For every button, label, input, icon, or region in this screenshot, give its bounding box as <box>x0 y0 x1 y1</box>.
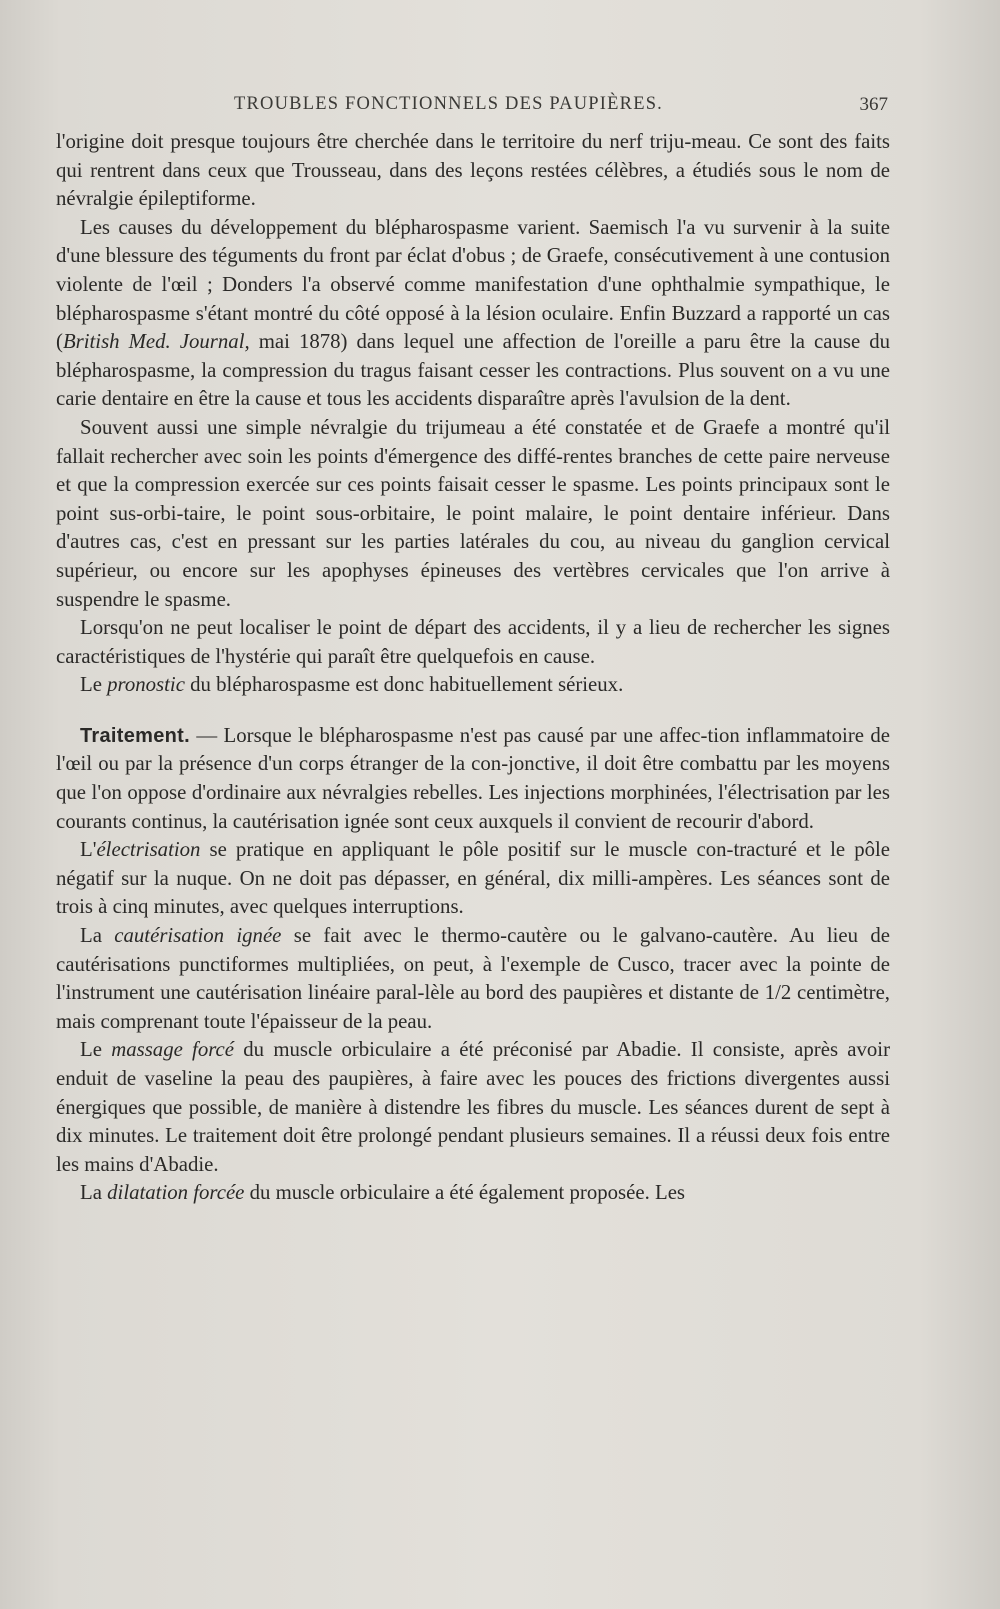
paragraph-8-text: se fait avec le thermo-cautère ou le galvano-cautère. Au lieu de cautérisations punctiformes multipliées, on peut, à l'exemple de Cusco, tracer avec la pointe de l'instrument une cautérisation linéaire paral-lèle au bord des paupières et distante de 1/2 centimètre, mais comprenant toute l'épaisseur de la peau. <box>56 924 891 1033</box>
running-title: TROUBLES FONCTIONNELS DES PAUPIÈRES. <box>234 94 664 114</box>
citation-british-med-journal: British Med. Journal, <box>62 330 250 354</box>
term-massage-force: massage forcé <box>111 1038 235 1062</box>
paragraph-5-text: du blépharospasme est donc habituellement sérieux. <box>190 673 624 697</box>
paragraph-2: Les causes du développement du blépharospasme varient. Saemisch l'a vu survenir à la suite d'une blessure des téguments du front par éclat d'obus ; de Graefe, consécutivement à une contusion violente de l'œil ; Donders l'a observé comme manifestation d'une ophthalmie sympathique, le blépharospasme s'étant montré du côté opposé à la lésion oculaire. Enfin Buzzard a rapporté un cas (British Med. Journal, mai 1878) dans lequel une affection de l'oreille a paru être la cause du blépharospasme, la compression du tragus faisant cesser les contractions. Plus souvent on a vu une carie dentaire en être la cause et tous les accidents disparaître après l'avulsion de la dent. <box>56 215 891 411</box>
term-pronostic: pronostic <box>107 673 185 697</box>
body-text <box>56 128 890 1208</box>
term-cauterisation-ignee: cautérisation ignée <box>114 924 282 948</box>
paragraph-7 <box>56 836 890 922</box>
paragraph-9-lead: Le <box>80 1038 102 1062</box>
page-header <box>56 94 888 124</box>
paragraph-10-lead: La <box>80 1181 102 1205</box>
paragraph-4 <box>56 614 890 671</box>
paragraph-2-rest: mai 1878) dans lequel une affection de l'oreille a paru être la cause du blépharospasme, la compression du tragus faisant cesser les contractions. Plus souvent on a vu une carie dentaire en être la cause et tous les accidents disparaître après l'avulsion de la dent. <box>56 330 891 411</box>
paragraph-8 <box>56 922 890 1036</box>
paragraph-5-lead: Le <box>80 673 102 697</box>
paragraph-4-text: Lorsqu'on ne peut localiser le point de départ des accidents, il y a lieu de rechercher les signes caractéristiques de l'hystérie qui paraît être quelquefois en cause. <box>56 616 890 668</box>
paragraph-3-text: Souvent aussi une simple névralgie du trijumeau a été constatée et de Graefe a montré qu'il fallait rechercher avec soin les points d'émergence des diffé-rentes branches de cette paire nerveuse et que la compression exercée sur ces points faisait cesser le spasme. Les points principaux sont le point sus-orbi-taire, le point sous-orbitaire, le point malaire, le point dentaire inférieur. Dans d'autres cas, c'est en pressant sur les parties latérales du cou, au niveau du ganglion cervical supérieur, ou encore sur les apophyses épineuses des vertèbres cervicales que l'on arrive à suspendre le spasme. <box>56 415 890 611</box>
section-heading-traitement: Traitement. <box>80 724 190 747</box>
paragraph-5 <box>56 671 890 700</box>
paragraph-9-text: du muscle orbiculaire a été préconisé par Abadie. Il consiste, après avoir enduit de vaseline la peau des paupières, à faire avec les pouces des frictions divergentes aussi énergiques que possible, de manière à distendre les fibres du muscle. Les séances durent de sept à dix minutes. Le traitement doit être prolongé pendant plusieurs semaines. Il a réussi deux fois entre les mains d'Abadie. <box>56 1038 891 1176</box>
paragraph-1-text: l'origine doit presque toujours être cherchée dans le territoire du nerf triju-meau. Ce sont des faits qui rentrent dans ceux que Trousseau, dans des leçons restées célèbres, a étudiés sous le nom de névralgie épileptiforme. <box>56 130 890 211</box>
paragraph-8-lead: La <box>80 924 102 948</box>
term-dilatation-forcee: dilatation forcée <box>107 1181 245 1205</box>
paragraph-2-text: Les causes du développement du blépharospasme varient. Saemisch l'a vu survenir à la suite d'une blessure des téguments du front par éclat d'obus ; de Graefe, consécutivement à une contusion violente de l'œil ; Donders l'a observé comme manifestation d'une ophthalmie sympathique, le blépharospasme s'étant montré du côté opposé à la lésion oculaire. Enfin Buzzard a rapporté un cas <box>56 215 890 325</box>
paragraph-traitement <box>56 722 890 836</box>
paragraph-10-text: du muscle orbiculaire a été également proposée. Les <box>249 1181 686 1205</box>
paragraph-10 <box>56 1179 890 1208</box>
paragraph-7-lead: L' <box>80 838 97 862</box>
paragraph-3 <box>56 414 890 614</box>
term-electrisation: électrisation <box>96 838 201 862</box>
page-number: 367 <box>859 94 888 115</box>
paragraph-1 <box>56 128 890 214</box>
paragraph-7-text: se pratique en appliquant le pôle positif sur le muscle con-tracturé et le pôle négatif sur la nuque. On ne doit pas dépasser, en général, dix milli-ampères. Les séances sont de trois à cinq minutes, avec quelques interruptions. <box>56 838 891 919</box>
paragraph-9 <box>56 1036 890 1179</box>
paragraph-6-text: — Lorsque le blépharospasme n'est pas causé par une affec-tion inflammatoire de l'œil ou par la présence d'un corps étranger de la con-jonctive, il doit être combattu par les moyens que l'on oppose d'ordinaire aux névralgies rebelles. Les injections morphinées, l'électrisation par les courants continus, la cautérisation ignée sont ceux auxquels il convient de recourir d'abord. <box>56 723 890 833</box>
